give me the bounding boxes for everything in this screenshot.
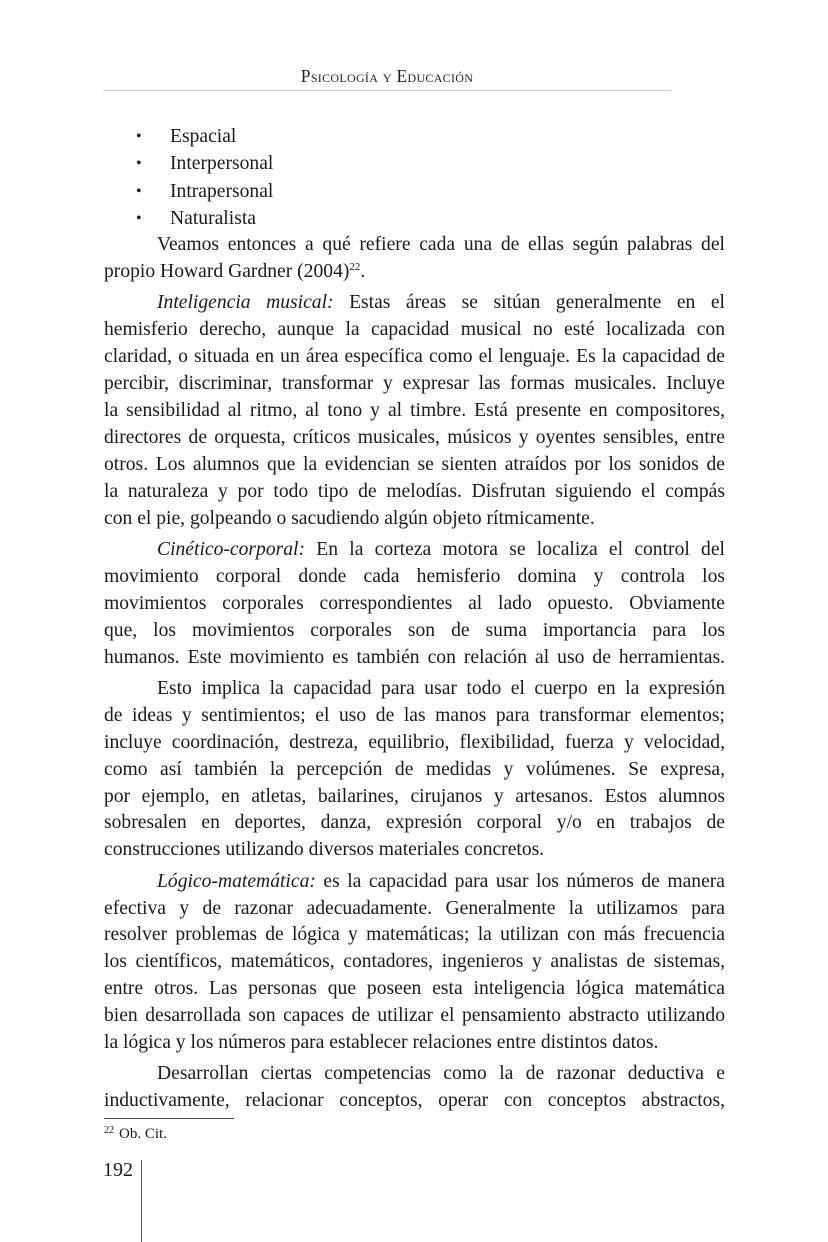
term-kinetic: Cinético-corporal: xyxy=(157,538,306,560)
footnote-ref[interactable]: 22 xyxy=(349,261,361,274)
logic-paragraph: Lógico-matemática: es la capacidad para usar los números de manera efectiva y de razonar adecuadamente. Generalmente la utilizamos para resolver problemas de lógica y matemáticas; la utilizan con más frecuencia los científicos, matemáticos, contadores, ingenieros y analistas de sistemas, entre otros. Las personas que poseen esta inteligencia lógica matemática bien desarrollada son capaces de utilizar el pensamiento abstracto utilizando la lógica y los números para establecer relaciones entre distintos datos. xyxy=(104,870,725,1054)
kinetic-paragraph: Cinético-corporal: En la corteza motora se localiza el control del movimiento corporal donde cada hemisferio domina y controla los movimientos corporales correspondientes al lado opuesto. Obviamente que, los movimientos corporales son de suma importancia para los humanos. Este movimiento es también con relación al uso de herramientas. xyxy=(104,538,725,668)
footnote-text: Ob. Cit. xyxy=(119,1126,167,1142)
logic-detail-paragraph: Desarrollan ciertas competencias como la de razonar deductiva e inductivamente, relacionar conceptos, operar con conceptos abstractos, xyxy=(104,1063,725,1112)
term-logic: Lógico-matemática: xyxy=(157,870,316,892)
running-header xyxy=(103,62,671,91)
header-title: Psicología y Educación xyxy=(300,66,474,86)
kinetic-detail-paragraph: Esto implica la capacidad para usar todo el cuerpo en la expresión de ideas y sentimientos; el uso de las manos para transformar elementos; incluye coordinación, destreza, equilibrio, flexibilidad, fuerza y velocidad, como así también la percepción de medidas y volúmenes. Se expresa, por ejemplo, en atletas, bailarines, cirujanos y artesanos. Estos alumnos sobresalen en deportes, danza, expresión corporal y/o en trabajos de construcciones utilizando diversos materiales concretos. xyxy=(104,677,725,861)
term-musical: Inteligencia musical: xyxy=(157,292,334,314)
list-item: • Interpersonal xyxy=(104,150,725,177)
page-number: 192 xyxy=(103,1159,133,1181)
bullet-icon: • xyxy=(136,155,142,173)
footnote xyxy=(104,1123,167,1145)
list-item: • Naturalista xyxy=(104,205,725,232)
bullet-icon: • xyxy=(136,182,142,200)
body-text xyxy=(104,123,725,1115)
list-item: • Espacial xyxy=(104,123,725,150)
page-number-rule xyxy=(141,1160,142,1242)
musical-paragraph: Inteligencia musical: Estas áreas se sitúan generalmente en el hemisferio derecho, aunque la capacidad musical no esté localizada con claridad, o situada en un área específica como el lenguaje. Es la capacidad de percibir, discriminar, transformar y expresar las formas musicales. Incluye la sensibilidad al ritmo, al tono y al timbre. Está presente en compositores, directores de orquesta, críticos musicales, músicos y oyentes sensibles, entre otros. Los alumnos que la evidencian se sienten atraídos por los sonidos de la naturaleza y por todo tipo de melodías. Disfrutan siguiendo el compás con el pie, golpeando o sacudiendo algún objeto rítmicamente. xyxy=(104,292,725,529)
list-item: • Intrapersonal xyxy=(104,178,725,205)
intro-paragraph: Veamos entonces a qué refiere cada una de ellas según palabras del propio Howard Gardner $(2004)^{22}$. xyxy=(104,234,725,283)
footnote-number: 22 xyxy=(104,1125,114,1136)
bullet-icon: • xyxy=(136,128,142,145)
footnote-divider xyxy=(104,1118,234,1119)
intelligence-list xyxy=(104,123,725,232)
bullet-icon: • xyxy=(136,209,142,227)
